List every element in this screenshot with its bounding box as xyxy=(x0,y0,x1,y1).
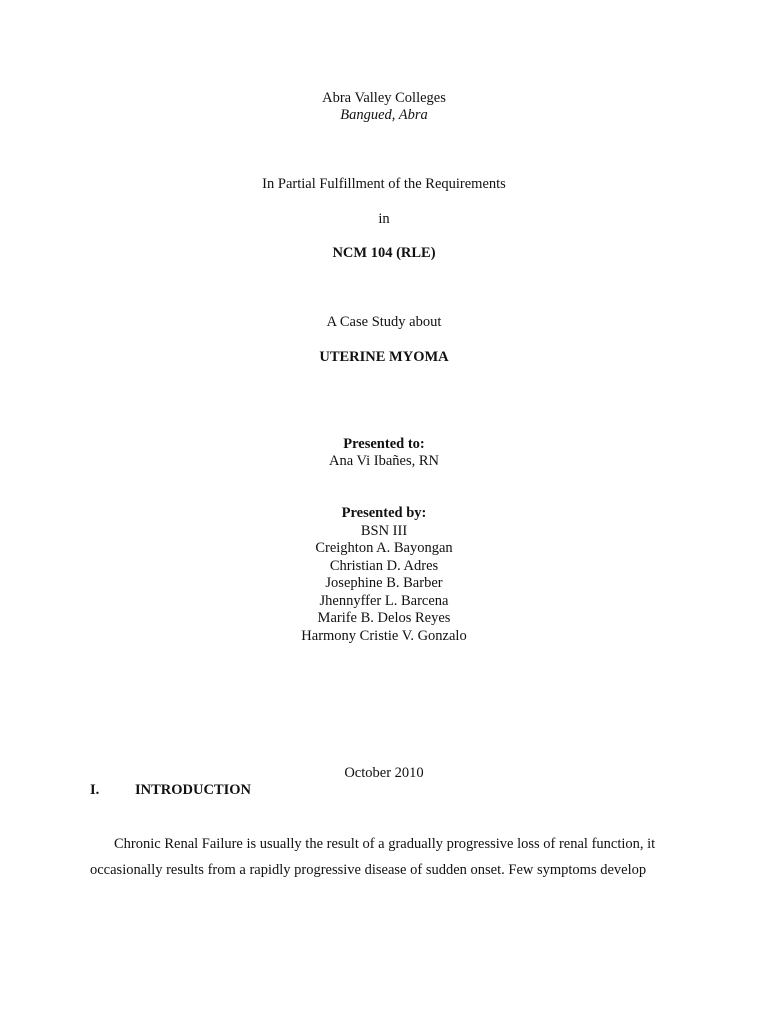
document-date: October 2010 xyxy=(344,765,424,781)
case-study-intro: A Case Study about xyxy=(326,314,442,330)
presenter: Harmony Cristie V. Gonzalo xyxy=(301,627,467,644)
institution-name: Abra Valley Colleges xyxy=(322,90,446,106)
presenter: BSN III xyxy=(360,522,408,539)
section-number: I. xyxy=(90,782,100,798)
presented-to-name: Ana Vi Ibañes, RN xyxy=(328,453,439,469)
fulfillment-line: In Partial Fulfillment of the Requirements xyxy=(262,176,506,192)
institution-location: Bangued, Abra xyxy=(340,107,428,123)
presented-by-block xyxy=(0,505,768,645)
course-title: NCM 104 (RLE) xyxy=(332,245,436,261)
intro-paragraph-line-1: Chronic Renal Failure is usually the result of a gradually progressive loss of renal function, it xyxy=(114,836,656,852)
presented-by-label: Presented by: xyxy=(341,505,427,521)
presenter: Christian D. Adres xyxy=(329,557,439,574)
presenter: Marife B. Delos Reyes xyxy=(317,610,451,626)
case-study-topic: UTERINE MYOMA xyxy=(319,349,449,365)
fulfillment-in: in xyxy=(378,211,390,227)
presenter: Josephine B. Barber xyxy=(325,575,443,591)
presenter: Creighton A. Bayongan xyxy=(315,540,453,556)
presenter: Jhennyffer L. Barcena xyxy=(319,592,449,609)
presented-to-label: Presented to: xyxy=(343,436,425,452)
intro-paragraph-line-2: occasionally results from a rapidly progressive disease of sudden onset. Few symptoms develop xyxy=(90,862,647,878)
section-title: INTRODUCTION xyxy=(135,782,252,798)
